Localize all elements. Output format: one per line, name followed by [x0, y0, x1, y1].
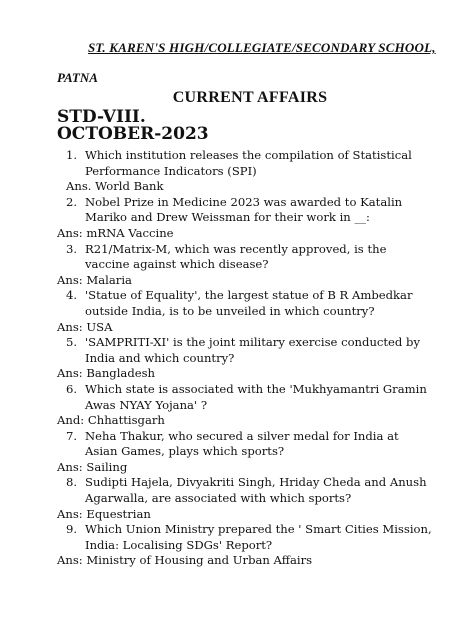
question-number: 8.	[66, 475, 78, 490]
question-text: R21/Matrix-M, which was recently approved, is the vaccine against which disease?	[85, 241, 387, 272]
question-number: 6.	[66, 381, 78, 396]
question-item	[0, 242, 474, 273]
question-item	[0, 195, 474, 226]
question-item	[0, 382, 474, 413]
school-name: ST. KAREN'S HIGH/COLLEGIATE/SECONDARY SCHOOL,	[88, 40, 436, 55]
question-item	[0, 475, 474, 506]
answer-text: Ans: mRNA Vaccine	[57, 225, 174, 240]
question-number: 4.	[66, 288, 78, 303]
question-number: 1.	[66, 148, 78, 162]
question-text: 'SAMPRITI-XI' is the joint military exercise conducted by India and which country?	[85, 335, 421, 365]
question-text: Neha Thakur, who secured a silver medal for India at Asian Games, plays which sports?	[85, 428, 399, 459]
answer-text: Ans: Sailing	[57, 459, 128, 474]
question-text: Which institution releases the compilation of Statistical Performance Indicators (SPI)	[85, 148, 412, 178]
question-item	[0, 148, 474, 179]
month-label: OCTOBER-2023	[57, 124, 209, 144]
question-list	[0, 148, 474, 569]
question-item	[0, 288, 474, 319]
question-number: 9.	[66, 522, 78, 537]
page-title: CURRENT AFFAIRS	[172, 89, 328, 106]
question-text: Which Union Ministry prepared the ' Smart Cities Mission, India: Localising SDGs' Report?	[85, 522, 432, 552]
question-number: 7.	[66, 428, 78, 443]
answer-text: And: Chhattisgarh	[57, 413, 165, 428]
question-number: 3.	[66, 241, 78, 256]
question-item	[0, 429, 474, 460]
answer-text: Ans: Ministry of Housing and Urban Affairs	[57, 553, 313, 568]
question-number: 5.	[66, 335, 78, 350]
question-text: Sudipti Hajela, Divyakriti Singh, Hriday Cheda and Anush Agarwalla, are associated with which sports?	[85, 475, 427, 506]
question-text: Which state is associated with the 'Mukhyamantri Gramin Awas NYAY Yojana' ?	[85, 381, 427, 412]
question-item	[0, 335, 474, 366]
question-text: 'Statue of Equality', the largest statue of B R Ambedkar outside India, is to be unveiled in which country?	[85, 288, 413, 318]
answer-text: Ans: Equestrian	[57, 506, 151, 521]
answer-text: Ans: Bangladesh	[57, 366, 156, 381]
class-label: STD-VIII.	[57, 107, 146, 127]
question-item	[0, 522, 474, 553]
question-number: 2.	[66, 194, 78, 209]
answer-text: Ans: USA	[57, 319, 113, 334]
answer-text: Ans. World Bank	[66, 179, 164, 194]
school-city: PATNA	[57, 70, 98, 85]
answer-text: Ans: Malaria	[57, 272, 132, 287]
question-text: Nobel Prize in Medicine 2023 was awarded to Katalin Mariko and Drew Weissman for their work in __:	[85, 194, 403, 225]
